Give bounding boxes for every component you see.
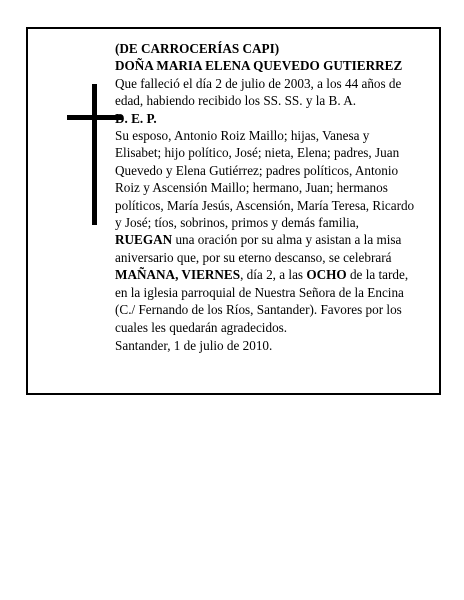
closing-line: Santander, 1 de julio de 2010. <box>115 338 273 354</box>
dep-line: D. E. P. <box>115 110 157 126</box>
cross-icon <box>92 84 97 225</box>
location-text: de la tarde, en la iglesia parroquial de Nuestra Señora de la Encina (C./ Fernando de los Ríos, Santander). Favores por los cuales les quedarán agradecidos. <box>115 267 409 335</box>
family-text: Su esposo, Antonio Roiz Maillo; hijas, Vanesa y Elisabet; hijo político, José; nieta, Elena; padres, Juan Quevedo y Elena Gutiérrez; padres políticos, Antonio Roiz y Ascensión Maillo; hermano, Juan; hermanos políticos, María Jesús, Ascensión, María Teresa, Ricardo y José; tíos, sobrinos, primos y demás familia, <box>115 128 415 231</box>
ruegan-text: una oración por su alma y asistan a la misa aniversario que, por su eterno descanso, se celebrará <box>115 232 402 265</box>
day-text: MAÑANA, VIERNES <box>115 267 241 283</box>
deceased-name: DOÑA MARIA ELENA QUEVEDO GUTIERREZ <box>115 58 403 74</box>
time-text: OCHO <box>306 267 347 283</box>
ruegan-word: RUEGAN <box>115 232 173 248</box>
family-paragraph <box>115 127 415 336</box>
cross-icon-bar <box>67 115 122 120</box>
date-text: , día 2, a las <box>240 267 307 283</box>
death-notice: Que falleció el día 2 de julio de 2003, a los 44 años de edad, habiendo recibido los SS. SS. y la B. A. <box>115 75 402 109</box>
source-line: (DE CARROCERÍAS CAPI) <box>115 41 280 56</box>
obituary-text <box>115 40 415 355</box>
